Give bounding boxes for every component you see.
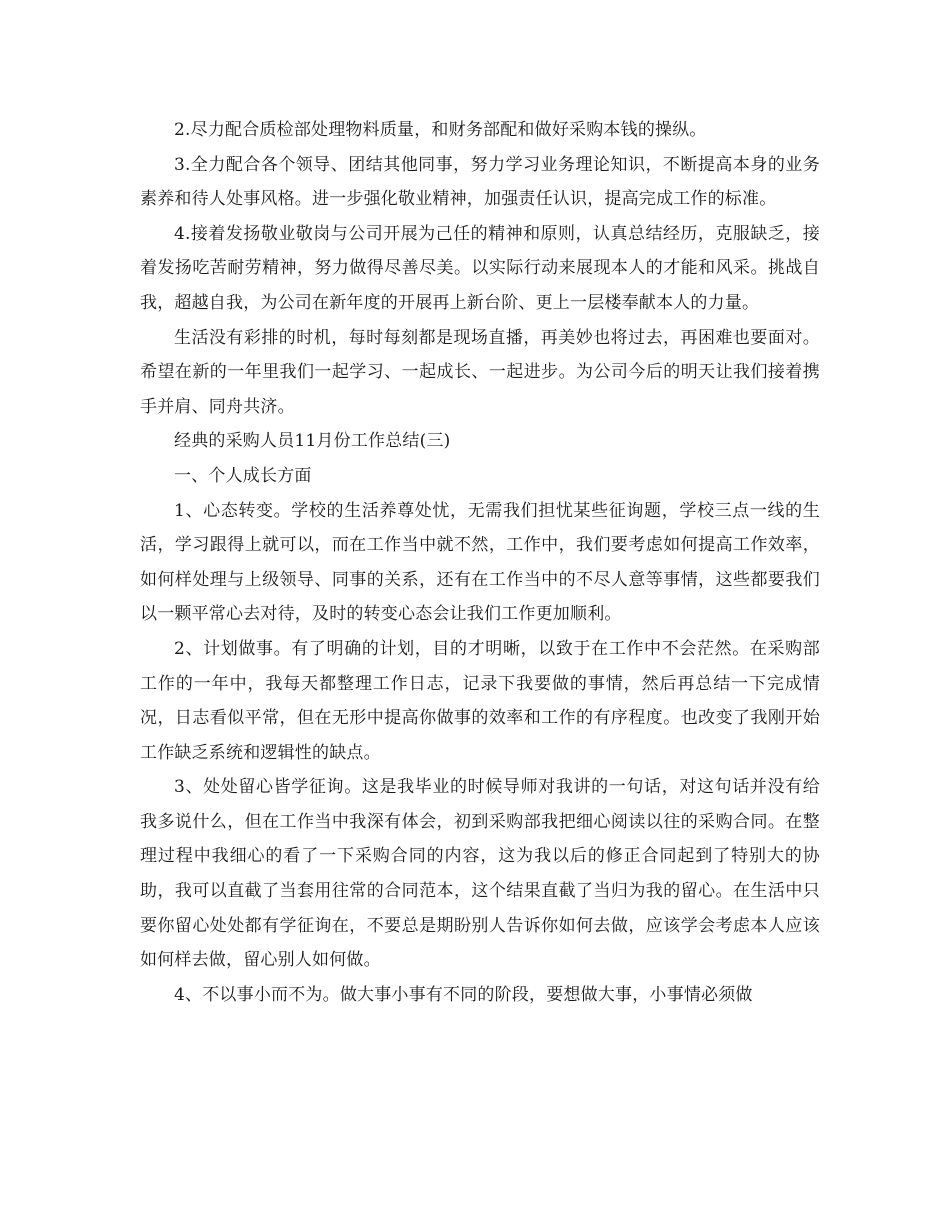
paragraph-small-things: 4、不以事小而不为。做大事小事有不同的阶段，要想做大事，小事情必须做 — [174, 984, 753, 1005]
paragraph-closing: 生活没有彩排的时机，每时每刻都是现场直播，再美妙也将过去，再困难也要面对。希望在新的一年里我们一起学习、一起成长、一起进步。为公司今后的明天让我们接着携手并肩、同舟共济。 — [140, 327, 820, 417]
paragraph-mindset: 1、心态转变。学校的生活养尊处忧，无需我们担忧某些征询题，学校三点一线的生活，学习跟得上就可以，而在工作当中就不然，工作中，我们要考虑如何提高工作效率，如何样处理与上级领导、同事的关系，还有在工作当中的不尽人意等事情，这些都要我们以一颗平常心去对待，及时的转变心态会让我们工作更加顺利。 — [140, 500, 820, 625]
paragraph-item-3: 3.全力配合各个领导、团结其他同事，努力学习业务理论知识，不断提高本身的业务素养和待人处事风格。进一步强化敬业精神，加强责任认识，提高完成工作的标准。 — [140, 154, 820, 210]
paragraph-item-2: 2.尽力配合质检部处理物料质量，和财务部配和做好采购本钱的操纵。 — [174, 120, 707, 140]
paragraph-attentive-learning: 3、处处留心皆学征询。这是我毕业的时候导师对我讲的一句话，对这句话并没有给我多说什么，但在工作当中我深有体会，初到采购部我把细心阅读以往的采购合同。在整理过程中我细心的看了一下采购合同的内容，这为我以后的修正合同起到了特别大的协助，我可以直截了当套用往常的合同范本，这个结果直截了当归为我的留心。在生活中只要你留心处处都有学征询在，不要总是期盼别人告诉你如何去做，应该学会考虑本人应该如何样去做，留心别人如何做。 — [140, 777, 820, 971]
paragraph-planning: 2、计划做事。有了明确的计划，目的才明晰，以致于在工作中不会茫然。在采购部工作的一年中，我每天都整理工作日志，记录下我要做的事情，然后再总结一下完成情况，日志看似平常，但在无形中提高你做事的效率和工作的有序程度。也改变了我刚开始工作缺乏系统和逻辑性的缺点。 — [140, 638, 820, 763]
section-title: 经典的采购人员11月份工作总结(三) — [174, 431, 451, 452]
paragraph-item-4: 4.接着发扬敬业敬岗与公司开展为己任的精神和原则，认真总结经历，克服缺乏，接着发扬吃苦耐劳精神，努力做得尽善尽美。以实际行动来展现本人的才能和风采。挑战自我，超越自我，为公司在新年度的开展再上新台阶、更上一层楼奉献本人的力量。 — [140, 223, 820, 313]
section-heading-personal-growth: 一、个人成长方面 — [174, 465, 312, 486]
document-body — [140, 113, 820, 1012]
